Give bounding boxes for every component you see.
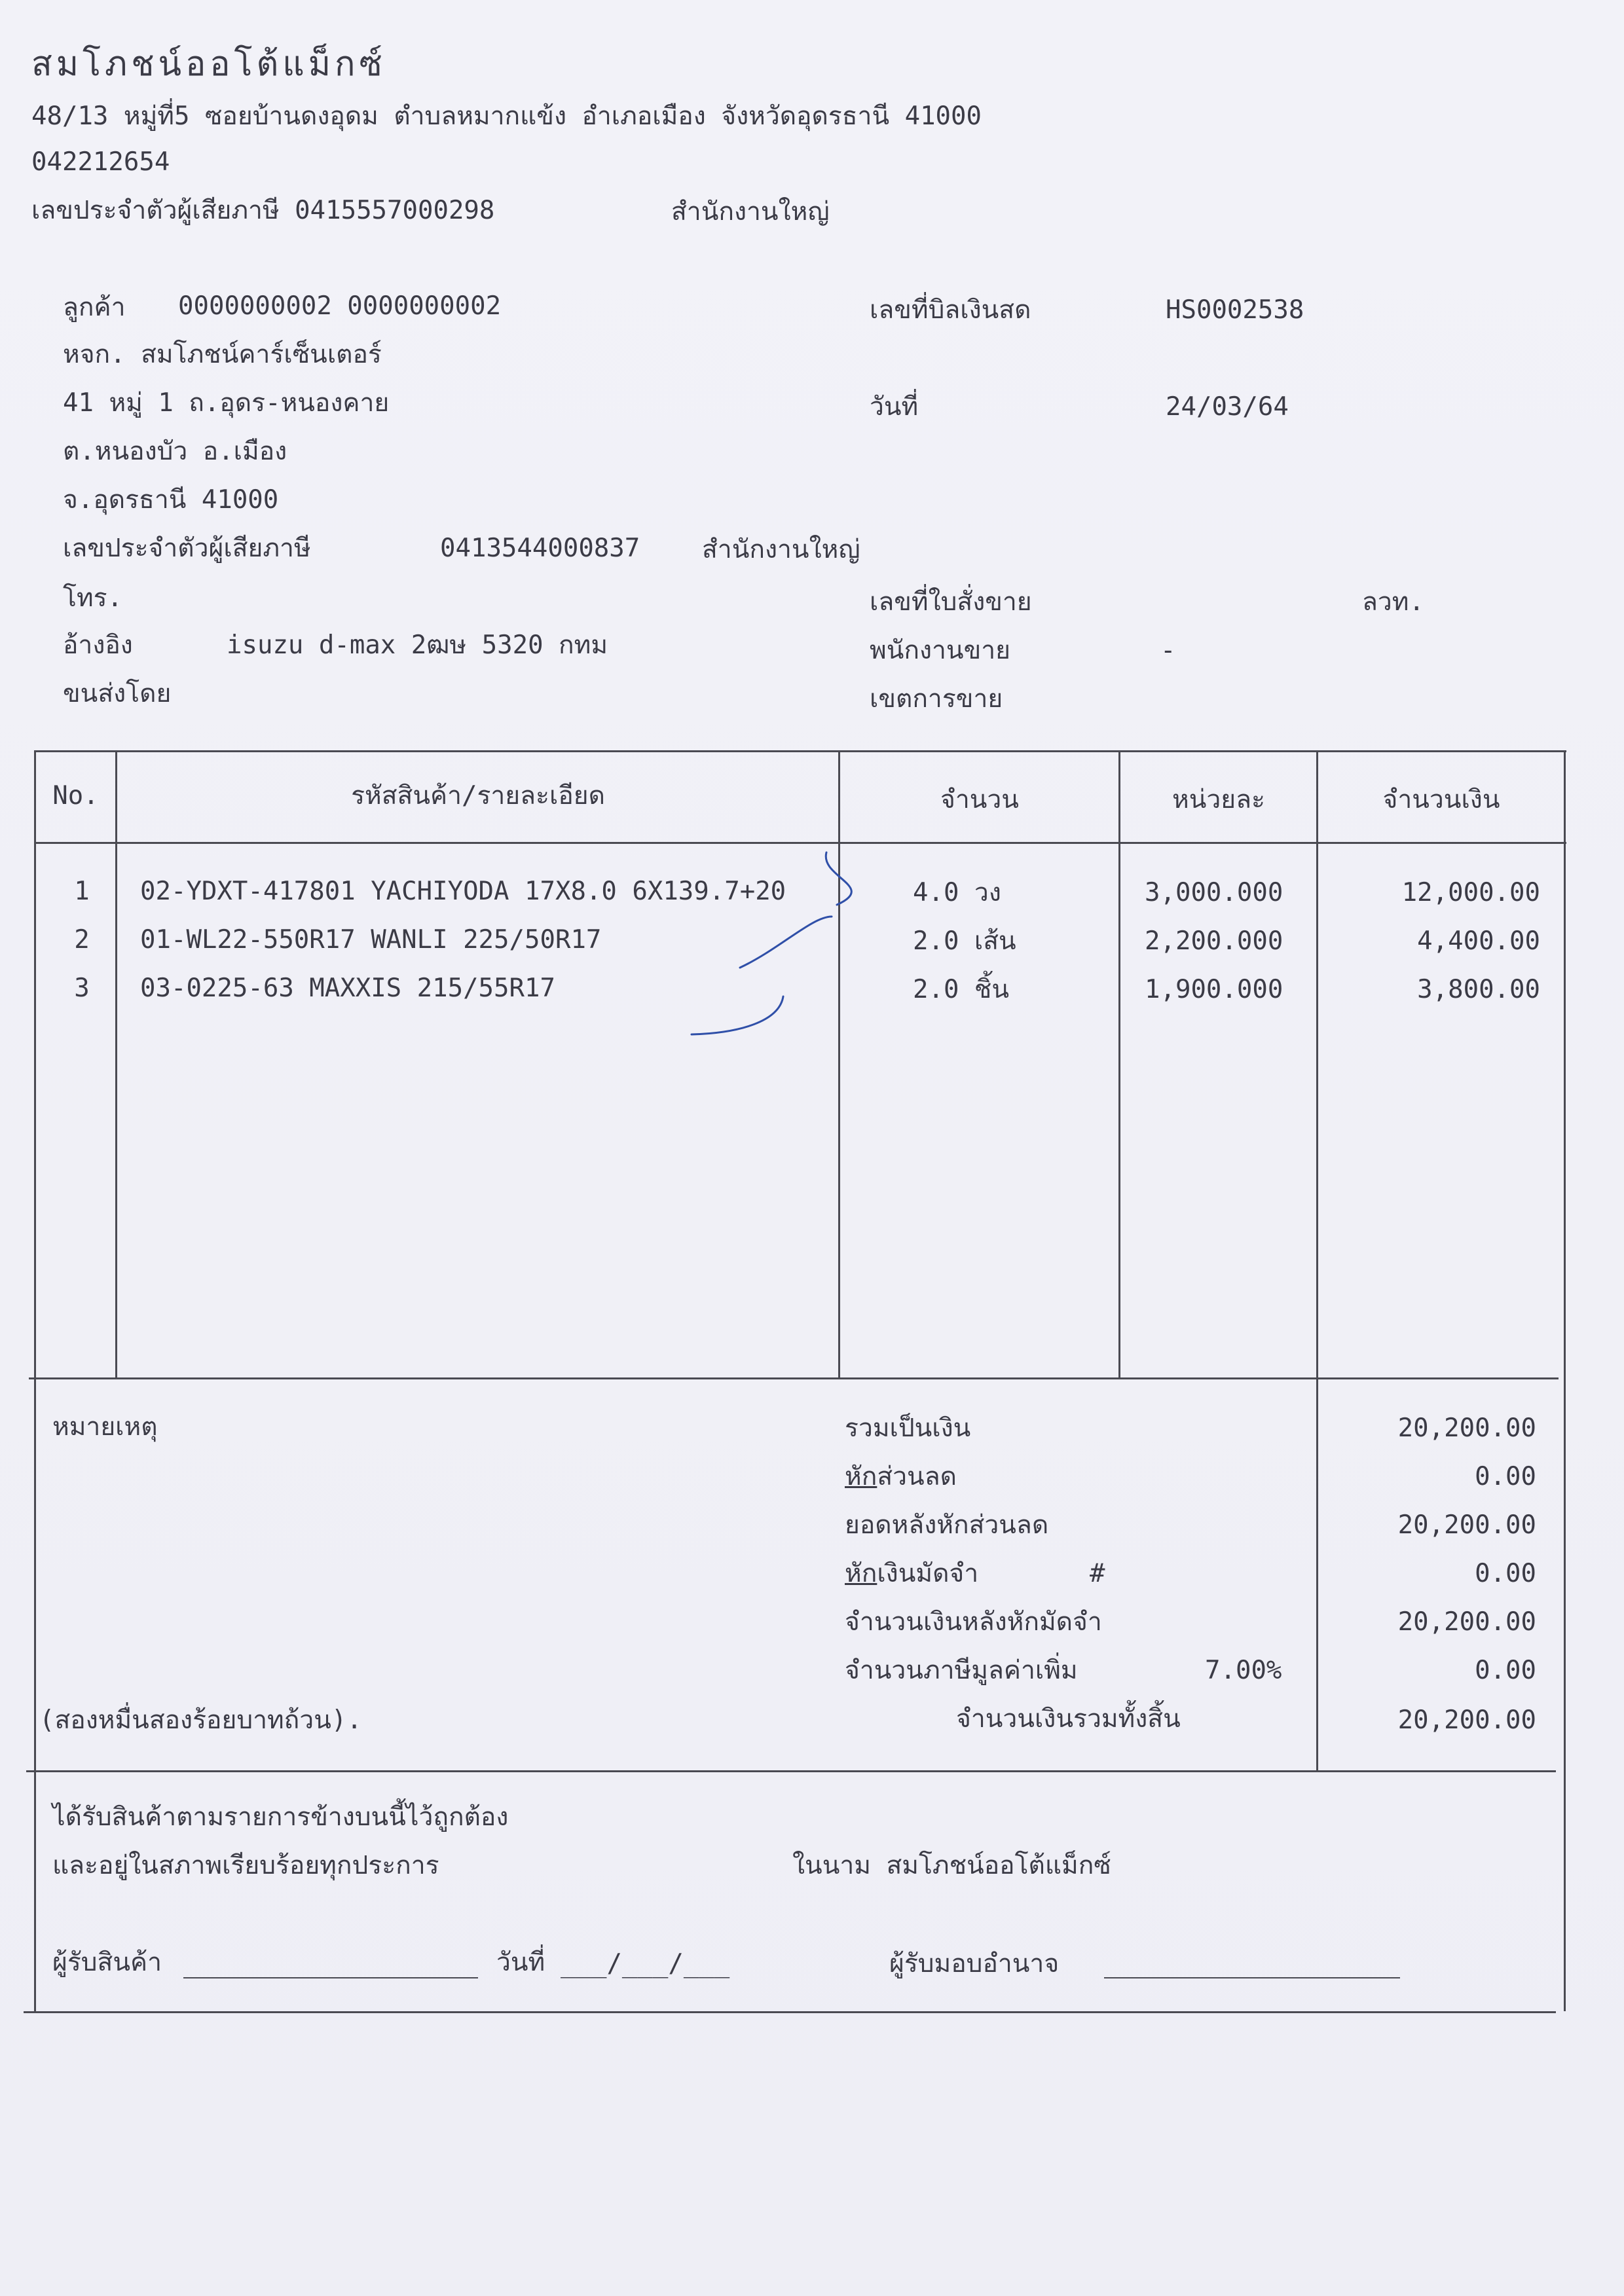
vat-value: 0.00 xyxy=(1475,1656,1536,1685)
after-discount-value: 20,200.00 xyxy=(1397,1510,1536,1540)
row-3-no: 3 xyxy=(74,974,90,1003)
discount-label-prefix: หัก xyxy=(845,1462,877,1491)
after-deposit-label: จำนวนเงินหลังหักมัดจำ xyxy=(845,1607,1102,1637)
salesperson-value: - xyxy=(1160,636,1176,665)
row-3-amount: 3,800.00 xyxy=(1417,975,1540,1004)
bill-number-label: เลขที่บิลเงินสด xyxy=(870,295,1031,325)
deposit-label-prefix: หัก xyxy=(845,1559,877,1588)
company-phone: 042212654 xyxy=(31,147,170,177)
company-branch: สำนักงานใหญ่ xyxy=(671,197,830,227)
receiver-signature-line xyxy=(183,1977,478,1978)
customer-address-1: 41 หมู่ 1 ถ.อุดร-หนองคาย xyxy=(63,388,390,418)
row-2-no: 2 xyxy=(74,925,90,955)
authorized-label: ผู้รับมอบอำนาจ xyxy=(889,1949,1060,1978)
total-label: รวมเป็นเงิน xyxy=(845,1413,971,1443)
col-divider-unit xyxy=(1316,750,1318,1772)
received-statement-1: ได้รับสินค้าตามรายการข้างบนนี้ไว้ถูกต้อง xyxy=(52,1802,509,1832)
table-right-border xyxy=(1564,750,1566,2011)
deposit-label xyxy=(845,1561,978,1586)
sales-area-label: เขตการขาย xyxy=(870,684,1003,714)
deposit-label-text: เงินมัดจำ xyxy=(877,1559,979,1588)
row-3-unit-price: 1,900.000 xyxy=(1145,975,1283,1004)
customer-name: หจก. สมโภชน์คาร์เซ็นเตอร์ xyxy=(63,340,382,369)
col-divider-no xyxy=(115,750,117,1379)
grand-total-label: จำนวนเงินรวมทั้งสิ้น xyxy=(956,1704,1181,1734)
header-amount: จำนวนเงิน xyxy=(1382,785,1500,814)
deposit-value: 0.00 xyxy=(1475,1559,1536,1588)
shipping-label: ขนส่งโดย xyxy=(63,679,172,708)
row-1-description: 02-YDXT-417801 YACHIYODA 17X8.0 6X139.7+20 xyxy=(140,877,786,906)
row-1-unit-price: 3,000.000 xyxy=(1145,878,1283,907)
after-discount-label: ยอดหลังหักส่วนลด xyxy=(845,1510,1049,1540)
amount-in-words: (สองหมื่นสองร้อยบาทถ้วน). xyxy=(39,1705,362,1735)
discount-label xyxy=(845,1464,957,1489)
authorized-signature-line xyxy=(1104,1977,1400,1978)
table-body-bottom-border xyxy=(29,1377,1559,1379)
total-value: 20,200.00 xyxy=(1397,1413,1536,1443)
customer-tel-label: โทร. xyxy=(63,583,123,613)
customer-address-3: จ.อุดรธานี 41000 xyxy=(63,485,279,515)
row-3-quantity: 2.0 ชิ้น xyxy=(913,975,1010,1004)
deposit-mark: # xyxy=(1090,1559,1105,1588)
customer-code: 0000000002 0000000002 xyxy=(178,291,502,321)
company-name: สมโภชน์ออโต้แม็กซ์ xyxy=(31,45,386,84)
header-no: No. xyxy=(52,781,99,811)
discount-value: 0.00 xyxy=(1475,1462,1536,1491)
after-deposit-value: 20,200.00 xyxy=(1397,1607,1536,1637)
row-1-amount: 12,000.00 xyxy=(1401,878,1540,907)
sales-order-label: เลขที่ใบสั่งขาย xyxy=(870,587,1032,617)
row-3-description: 03-0225-63 MAXXIS 215/55R17 xyxy=(140,974,555,1003)
row-2-description: 01-WL22-550R17 WANLI 225/50R17 xyxy=(140,925,602,955)
sales-order-value: ลวท. xyxy=(1362,587,1424,617)
date-label: วันที่ xyxy=(870,392,919,422)
vat-rate: 7.00% xyxy=(1205,1656,1282,1685)
received-statement-2: และอยู่ในสภาพเรียบร้อยทุกประการ xyxy=(52,1851,439,1880)
footer-bottom-border xyxy=(24,2011,1556,2013)
customer-address-2: ต.หนองบัว อ.เมือง xyxy=(63,437,287,466)
col-divider-qty xyxy=(1118,750,1120,1379)
customer-tax-label: เลขประจำตัวผู้เสียภาษี xyxy=(63,534,311,563)
reference-label: อ้างอิง xyxy=(63,630,133,660)
receipt-date-label: วันที่ xyxy=(496,1948,545,1977)
row-2-unit-price: 2,200.000 xyxy=(1145,926,1283,956)
header-unit-price: หน่วยละ xyxy=(1172,785,1265,814)
customer-branch: สำนักงานใหญ่ xyxy=(702,535,860,564)
doc-date: 24/03/64 xyxy=(1166,392,1289,422)
table-header-divider xyxy=(34,842,1566,844)
table-top-border xyxy=(34,750,1566,752)
header-description: รหัสสินค้า/รายละเอียด xyxy=(351,781,605,811)
row-1-no: 1 xyxy=(74,877,90,906)
company-tax-id: เลขประจำตัวผู้เสียภาษี 0415557000298 xyxy=(31,196,495,225)
row-1-quantity: 4.0 วง xyxy=(913,878,1001,907)
reference-value: isuzu d-max 2ฒษ 5320 กทม xyxy=(227,630,608,660)
discount-label-text: ส่วนลด xyxy=(877,1462,957,1491)
row-2-quantity: 2.0 เส้น xyxy=(913,926,1016,956)
customer-label: ลูกค้า xyxy=(63,293,126,322)
vat-label: จำนวนภาษีมูลค่าเพิ่ม xyxy=(845,1656,1078,1685)
grand-total-value: 20,200.00 xyxy=(1397,1705,1536,1735)
receipt-date-blank: ___/___/___ xyxy=(561,1949,730,1978)
customer-tax-id: 0413544000837 xyxy=(440,534,640,563)
on-behalf-of: ในนาม สมโภชน์ออโต้แม็กซ์ xyxy=(792,1851,1111,1880)
company-address: 48/13 หมู่ที่5 ซอยบ้านดงอุดม ตำบลหมากแข้ง อำเภอเมือง จังหวัดอุดรธานี 41000 xyxy=(31,101,982,131)
bill-number: HS0002538 xyxy=(1166,295,1304,325)
header-quantity: จำนวน xyxy=(940,785,1019,814)
remark-label: หมายเหตุ xyxy=(52,1412,158,1442)
summary-bottom-border xyxy=(26,1770,1556,1772)
pen-check-marks xyxy=(681,845,891,1054)
salesperson-label: พนักงานขาย xyxy=(870,636,1010,665)
row-2-amount: 4,400.00 xyxy=(1417,926,1540,956)
receiver-label: ผู้รับสินค้า xyxy=(52,1948,162,1977)
